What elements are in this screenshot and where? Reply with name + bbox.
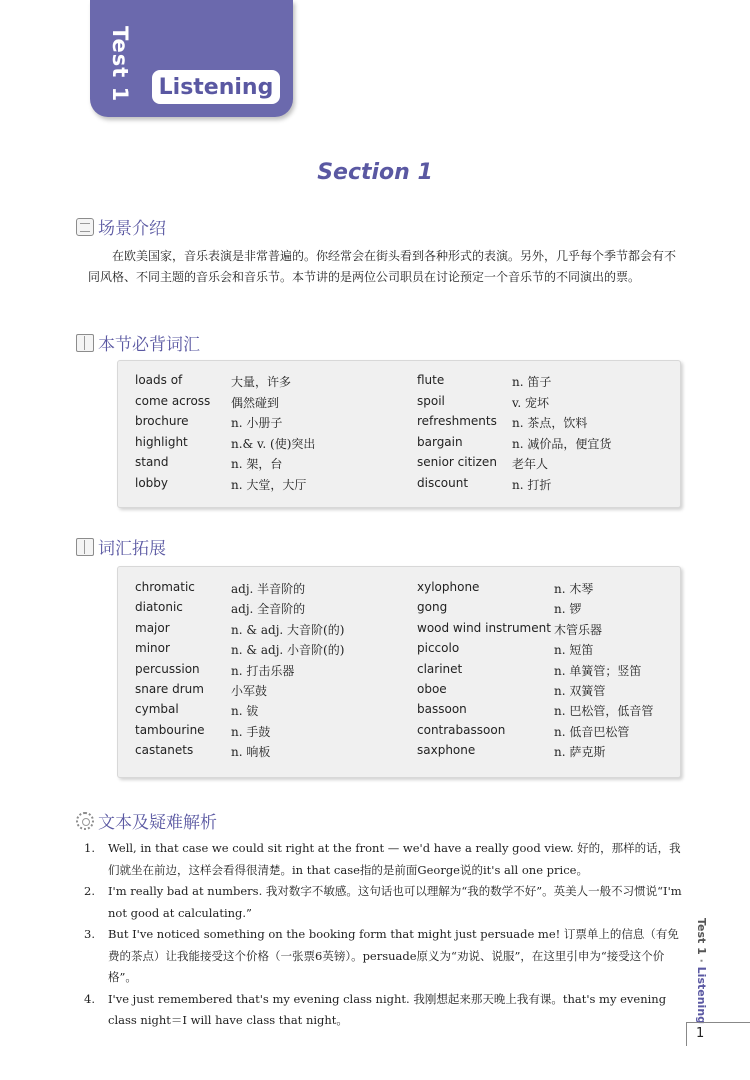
scene-heading [76, 214, 166, 239]
note-item [84, 881, 690, 924]
vocab-word: come across [135, 393, 211, 408]
vocab-definition: adj. 全音阶的 [231, 602, 306, 617]
vocab-word: loads of [135, 373, 183, 387]
vocab-word: flute [417, 373, 445, 387]
vocab-word: major [135, 620, 170, 635]
vocab-definition: n. 笛子 [512, 375, 552, 389]
vocab-word: wood wind instrument [417, 620, 551, 635]
vocab-word: brochure [135, 414, 189, 428]
vocab-definition: n. 减价品，便宜货 [512, 436, 612, 451]
vocab-definition: n. 双簧管 [554, 684, 606, 698]
extended-vocab-heading [76, 534, 166, 559]
note-item [84, 838, 690, 881]
vocab-definition: n.& v. (使)突出 [231, 436, 316, 451]
note-number: 1. [84, 841, 95, 855]
notes-list [84, 838, 690, 1032]
vocab-word: castanets [135, 743, 194, 758]
book-icon [76, 538, 94, 556]
core-vocab-heading [76, 330, 200, 355]
vocab-definition: n. 巴松管，低音管 [554, 704, 654, 719]
gear-icon [76, 812, 94, 830]
vocab-word: diatonic [135, 600, 183, 615]
vocab-definition: n. 单簧管；竖笛 [554, 663, 642, 678]
note-text: But I've noticed something on the booking form that might just persuade me! 订票单上的信息（有免费的茶点）让我能接受这个价格（一张票6英镑）。persuade原义为“劝说、说服”，在这里引申为“接受这个价格”。 [108, 927, 679, 984]
vocab-word: oboe [417, 682, 447, 696]
vocab-definition: n. 打折 [512, 477, 552, 492]
vocab-definition: n. 响板 [231, 745, 271, 760]
vocab-word: spoil [417, 393, 445, 408]
vocab-word: clarinet [417, 661, 463, 676]
vocab-definition: 小军鼓 [231, 684, 268, 698]
vocab-definition: adj. 半音阶的 [231, 582, 306, 596]
side-separator: · [695, 958, 708, 963]
vocab-definition: v. 宠坏 [512, 395, 549, 410]
vocab-word: percussion [135, 661, 200, 676]
note-text: I've just remembered that's my evening class night. 我刚想起来那天晚上我有课。that's my evening class night＝I will have class that night。 [108, 991, 667, 1027]
note-number: 4. [84, 991, 95, 1006]
note-text: Well, in that case we could sit right at the front — we'd have a really good view. 好的，那样的话，我们就坐在前边，这样会看得很清楚。in that case指的是前面George说的it's all one price。 [108, 841, 681, 877]
page-number: 1 [696, 1026, 705, 1041]
vocab-definition: n. & adj. 小音阶(的) [231, 643, 345, 658]
vocab-word: gong [417, 600, 448, 615]
notes-heading-text: 文本及疑难解析 [98, 813, 217, 833]
scene-paragraph: 在欧美国家，音乐表演是非常普遍的。你经常会在街头看到各种形式的表演。另外，几乎每个季节都会有不同风格、不同主题的音乐会和音乐节。本节讲的是两位公司职员在讨论预定一个音乐节的不同演出的票。 [88, 249, 677, 284]
vocab-word: snare drum [135, 682, 204, 696]
vocab-word: tambourine [135, 722, 205, 737]
scene-heading-text: 场景介绍 [98, 219, 166, 239]
vocab-definition: n. 钹 [231, 704, 259, 719]
core-vocab-heading-text: 本节必背词汇 [98, 335, 200, 355]
vocab-word: cymbal [135, 702, 179, 717]
vocab-definition: n. 低音巴松管 [554, 724, 630, 739]
page-number-rule [686, 1022, 750, 1023]
notes-heading [76, 808, 217, 833]
side-listening-label: Listening [695, 966, 708, 1025]
note-number: 3. [84, 927, 95, 941]
vocab-definition: n. 木琴 [554, 582, 594, 596]
vocab-definition: 老年人 [512, 457, 549, 471]
vocab-word: discount [417, 475, 469, 490]
extended-vocab-box [117, 566, 681, 778]
vocab-definition: n. 茶点，饮料 [512, 416, 588, 430]
note-text: I'm really bad at numbers. 我对数字不敏感。这句话也可以理解为“我的数学不好”。英美人一般不习惯说“I'm not good at calculating.” [108, 884, 682, 920]
vocab-word: bargain [417, 434, 463, 449]
vocab-definition: n. 架，台 [231, 457, 283, 471]
listening-label: Listening [152, 70, 280, 104]
vocab-definition: n. & adj. 大音阶(的) [231, 622, 345, 637]
vocab-definition: n. 萨克斯 [554, 745, 606, 760]
vocab-word: highlight [135, 434, 188, 449]
vocab-word: chromatic [135, 580, 195, 594]
vocab-word: contrabassoon [417, 722, 506, 737]
section-title: Section 1 [317, 160, 433, 185]
vocab-definition: 偶然碰到 [231, 395, 280, 410]
vocab-word: xylophone [417, 580, 480, 594]
vocab-word: minor [135, 641, 170, 656]
core-vocab-box [117, 360, 681, 508]
vocab-definition: 大量，许多 [231, 375, 292, 389]
vocab-word: lobby [135, 475, 169, 490]
vocab-definition: 木管乐器 [554, 622, 603, 637]
vocab-definition: n. 大堂，大厅 [231, 477, 307, 492]
page-number-divider [686, 1022, 687, 1046]
side-running-label [695, 918, 708, 1028]
vocab-definition: n. 打击乐器 [231, 663, 295, 678]
vocab-word: refreshments [417, 414, 497, 428]
vocab-word: piccolo [417, 641, 460, 656]
test-number-label: Test 1 [108, 26, 132, 103]
note-item [84, 989, 690, 1032]
extended-vocab-heading-text: 词汇拓展 [98, 539, 166, 559]
vocab-definition: n. 短笛 [554, 643, 594, 658]
vocab-word: saxphone [417, 743, 476, 758]
book-icon [76, 334, 94, 352]
vocab-word: senior citizen [417, 455, 497, 469]
vocab-word: bassoon [417, 702, 467, 717]
note-number: 2. [84, 884, 95, 898]
vocab-definition: n. 手鼓 [231, 724, 271, 739]
vocab-word: stand [135, 455, 169, 469]
note-item [84, 924, 690, 989]
document-icon [76, 218, 94, 236]
side-test-label: Test 1 [695, 918, 708, 955]
vocab-definition: n. 小册子 [231, 416, 283, 430]
vocab-definition: n. 锣 [554, 602, 582, 617]
